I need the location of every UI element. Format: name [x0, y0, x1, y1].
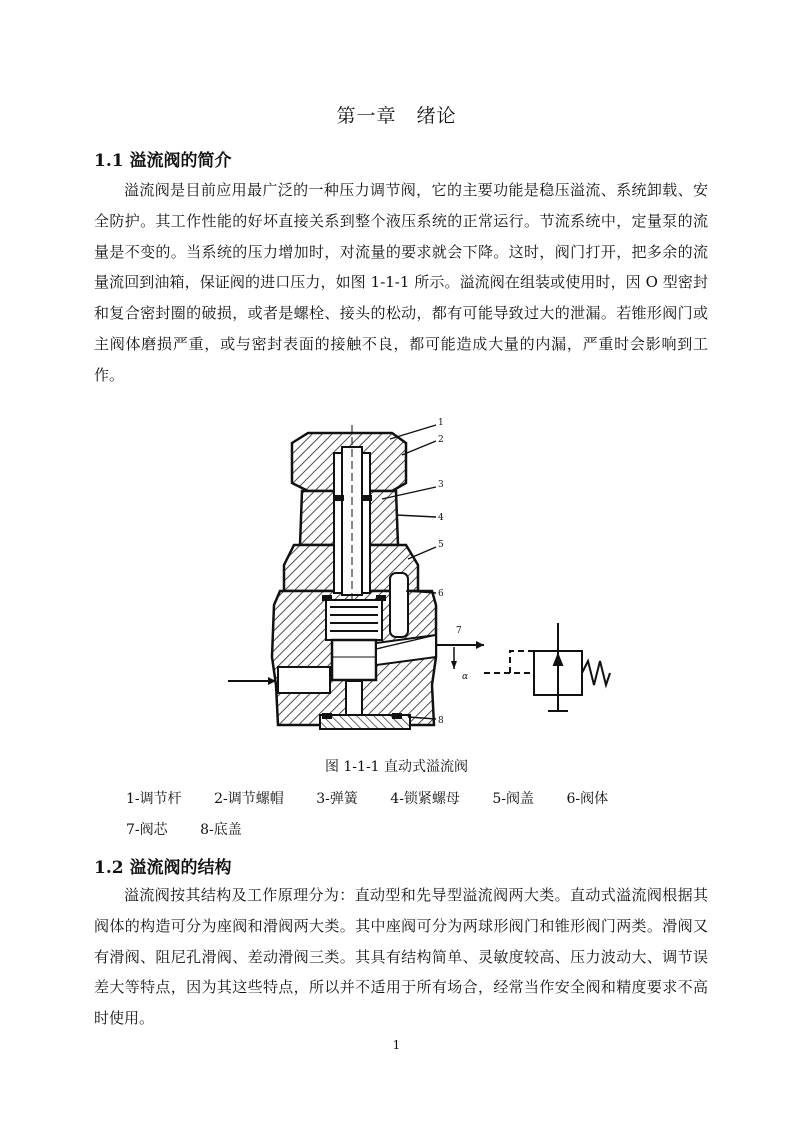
section-paragraph-1: 溢流阀是目前应用最广泛的一种压力调节阀，它的主要功能是稳压溢流、系统卸载、安全防护。其工作性能的好坏直接关系到整个液压系统的正常运行。节流系统中，定量泵的流量是不变的。当系统的压力增加时，对流量的要求就会下降。这时，阀门打开，把多余的流量流回到油箱，保证阀的进口压力，如图 1-1-1 所示。溢流阀在组装或使用时，因 O 型密封和复合密封圈的破损，或者是螺栓、接头的松动，都有可能导致过大的泄漏。若锥形阀门或主阀体磨损严重，或与密封表面的接触不良，都可能造成大量的内漏，严重时会影响到工作。 [94, 181, 708, 384]
legend-item: 3-弹簧 [316, 791, 358, 807]
page-number: 1 [392, 1038, 401, 1052]
valve-cross-section-figure [222, 395, 612, 750]
section-heading-1: 1.1 溢流阀的简介 [94, 151, 232, 171]
callout-2: 2 [438, 435, 444, 445]
legend-item: 1-调节杆 [126, 791, 182, 807]
callout-6: 6 [438, 589, 444, 599]
legend-item: 7-阀芯 [126, 822, 168, 838]
legend-item: 2-调节螺帽 [214, 791, 284, 807]
valve-spool [332, 640, 376, 680]
relief-valve-symbol [484, 623, 610, 711]
callout-3: 3 [438, 480, 444, 490]
callout-5: 5 [438, 540, 444, 550]
figure-legend-row-1 [126, 788, 636, 808]
section-heading-2: 1.2 溢流阀的结构 [94, 858, 232, 878]
alpha-label: α [462, 672, 469, 682]
figure-legend-row-2 [126, 819, 270, 839]
callout-1: 1 [438, 418, 444, 428]
section-paragraph-2: 溢流阀按其结构及工作原理分为：直动型和先导型溢流阀两大类。直动式溢流阀根据其阀体的构造可分为座阀和滑阀两大类。其中座阀可分为两球形阀门和锥形阀门两类。滑阀又有滑阀、阻尼孔滑阀、差动滑阀三类。其具有结构简单、灵敏度较高、压力波动大、调节误差大等特点，因为其这些特点，所以并不适用于所有场合，经常当作安全阀和精度要求不高时使用。 [94, 886, 708, 1028]
legend-item: 6-阀体 [566, 791, 609, 807]
legend-item: 8-底盖 [200, 822, 242, 838]
legend-item: 5-阀盖 [492, 791, 535, 807]
figure-caption: 图 1-1-1 直动式溢流阀 [324, 759, 469, 775]
callout-7: 7 [456, 626, 462, 636]
chapter-title: 第一章 绪论 [336, 105, 457, 127]
callout-8: 8 [438, 716, 444, 726]
callout-4: 4 [438, 513, 444, 523]
legend-item: 4-锁紧螺母 [390, 791, 460, 807]
